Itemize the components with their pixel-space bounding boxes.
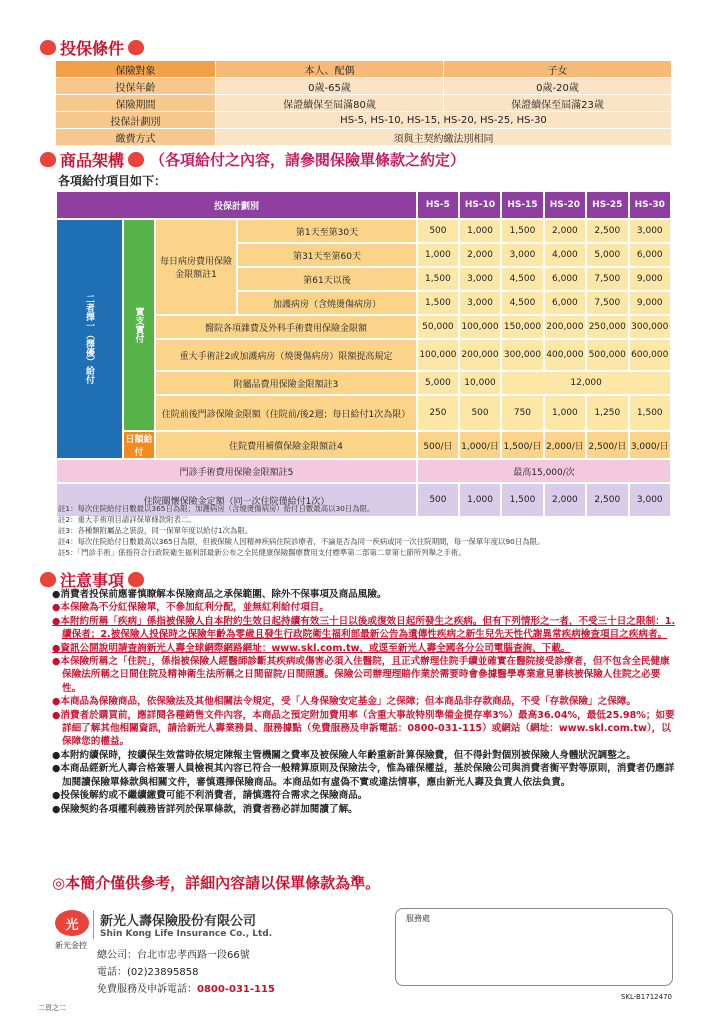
service-office-box: 服務處 [395,908,673,986]
heart-icon [128,40,144,55]
heart-icon [40,572,56,587]
company-logo: 光 [55,910,89,936]
logo-subtitle: 新光金控 [55,941,87,950]
table-row: 住院前後門診保險金限額（住院前/後2週；每日給付1次為限） 250 500 750 1,000 1,250 1,500 [57,396,670,430]
heart-icon [40,40,56,55]
heart-icon [128,572,144,587]
table-row: 投保計劃別 HS-5, HS-10, HS-15, HS-20, HS-25, HS-30 [56,112,672,129]
table-row: 重大手術註2或加護病房（燒燙傷病房）限額提高規定 100,000 200,000 300,000 400,000 500,000 600,000 [57,340,670,370]
conditions-heading: 投保條件 [40,36,144,59]
doc-code: SKL-B1712470 [620,993,672,1001]
table-row: 日額給付 住院費用補償保險金限額註4 500/日 1,000/日 1,500/日 2,000/日 2,500/日 3,000/日 [57,432,670,458]
company-contact: 總公司：台北市忠孝西路一段66號 電話：(02)23895858 免費服務及申訴電話：0800-031-115 [97,950,275,995]
page-number: 二頁之二 [38,1004,66,1012]
attention-heading: 注意事項 [40,568,144,591]
company-name: 新光人壽保險股份有限公司 Shin Kong Life Insurance Co., Ltd. [93,910,272,939]
table-row: 住院關懷保險金定額（同一次住院僅給付1次） 500 1,000 1,500 2,000 2,500 3,000 [57,484,670,516]
table-row: 門診手術費用保險金限額註5 最高15,000/次 [57,460,670,482]
items-caption: 各項給付項目如下： [58,174,167,188]
table-row: 保險期間 保證續保至屆滿80歲 保證續保至屆滿23歲 [56,95,672,112]
table-row: 保險對象 本人、配偶 子女 [56,61,672,78]
attention-list: ●消費者投保前應審慎瞭解本保險商品之承保範圍、除外不保事項及商品風險。 ●本保險為不分紅保險單，不參加紅利分配，並無紅利給付項目。 ●本附約所稱「疾病」係指被保險人自本附約生效日起持續有效三十日以後或復效日起所發生之疾病。但有下列情形之一者，不受三十日之限制：1.續保者；2.被保險人投保時之保險年齡為零歲且發生行政院衛生福利部最新公告為遺傳性疾病之新生兒先天性代謝異常疾病檢查項目之疾病者。 ●資訊公開說明請查詢新光人壽全球網際網路網址：www.skl.com.tw，或逕至新光人壽全國各分公司電腦查詢、下載。 ●本保險所稱之「住院」，係指被保險人經醫師診斷其疾病或傷害必須入住醫院，且正式辦理住院手續並確實在醫院接受診療者，但不包含全民健康保險法所稱之日間住院及精神衛生法所稱之日間留院/日間照護。保險公司辦理理賠作業於需要時會參據醫學專業意見審核被保險人住院之必要性。 ●本商品為保險商品，依保險法及其他相關法令規定，受「人身保險安定基金」之保障；但本商品非存款商品，不受「存款保險」之保障。 ●消費者於購買前，應詳閱各種銷售文件內容，本商品之預定附加費用率（含重大事故特別準備金提存率3%）最高36.04%，最低25.98%；如要詳細了解其他相關資訊，請洽新光人壽業務員、服務據點（免費服務及申訴電話：0800-031-115）或網站（網址：www.skl.com.tw），以保障您的權益。 ●本附約續保時，按續保生效當時依規定陳報主管機關之費率及被保險人年齡重新計算保險費，但不得針對個別被保險人身體狀況調整之。 ●本商品經新光人壽合格簽署人員檢視其內容已符合一般精算原則及保險法令，惟為確保權益，基於保險公司與消費者衡平對等原則，消費者仍應詳加閱讀保險單條款與相關文件，審慎選擇保險商品。本商品如有虛偽不實或違法情事，應由新光人壽及負責人依法負責。 ●投保後解約或不繼續繳費可能不利消費者，請慎選符合需求之保險商品。 ●保險契約各項權利義務皆詳列於保單條款，消費者務必詳加閱讀了解。 [52,589,676,815]
table-row: 醫院各項雜費及外科手術費用保險金限額 50,000 100,000 150,000 200,000 250,000 300,000 [57,316,670,338]
benefit-table [55,190,672,518]
table-row: 二者擇一（擇優）給付 實支實付 每日病房費用保險金限額註1 第1天至第30天 500 1,000 1,500 2,000 2,500 3,000 [57,220,670,242]
footnotes: 註1：每次住院給付日數最以365日為限；加護病房（含燒燙傷病房）給付日數最高以30日為限。 註2：重大手術項目請詳保單條款附表二。 註3：各種類附屬品之裝設，同一保單年度以給付1次為限。 註4：每次住院給付日數最高以365日為限，但被保險人因精神疾病住院診療者，不論是否為同一疾病或同一次住院期間，每一保單年度以90日為限。 註5：「門診手術」係指符合行政院衛生福利部最新公布之全民健康保險醫療費用支付標準第二部第二章第七節所列舉之手術。 [58,504,545,557]
table-row: 投保年齡 0歲-65歲 0歲-20歲 [56,78,672,95]
final-note: ◎本簡介僅供參考，詳細內容請以保單條款為準。 [52,874,381,892]
conditions-table [55,60,672,146]
table-row: 第61天以後 1,500 3,000 4,500 6,000 7,500 9,000 [57,268,670,290]
info-link[interactable]: ●資訊公開說明請查詢新光人壽全球網際網路網址：www.skl.com.tw，或逕至新光人壽全國各分公司電腦查詢、下載。 [52,642,571,654]
table-row: 加護病房（含燒燙傷病房） 1,500 3,000 4,500 6,000 7,500 9,000 [57,292,670,314]
table-row: 附屬品費用保險金限額註3 5,000 10,000 12,000 [57,372,670,394]
table-row: 繳費方式 須與主契約繳法別相同 [56,129,672,146]
table-row: 投保計劃別 HS-5 HS-10 HS-15 HS-20 HS-25 HS-30 [57,192,670,218]
heart-icon [40,152,56,167]
table-row: 第31天至第60天 1,000 2,000 3,000 4,000 5,000 6,000 [57,244,670,266]
heart-icon [128,152,144,167]
products-heading: 商品架構 （各項給付之內容，請參閱保險單條款之約定） [40,148,465,171]
